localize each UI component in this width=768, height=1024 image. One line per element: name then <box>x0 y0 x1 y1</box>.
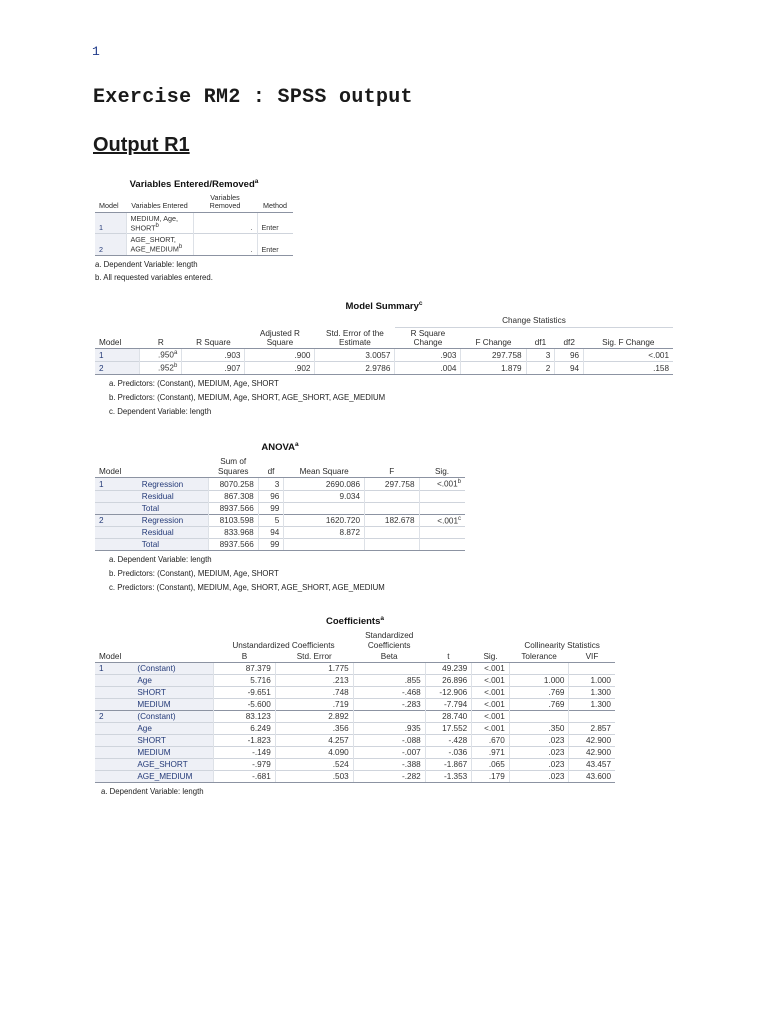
anova-title: ANOVA$^a$ <box>261 441 299 454</box>
table-row: 2 (Constant) 83.123 2.892 28.740 <.001 <box>95 711 615 723</box>
table-row: 1 (Constant) 87.379 1.775 49.239 <.001 <box>95 663 615 675</box>
anova-footnotes: a. Dependent Variable: length b. Predictors: (Constant), MEDIUM, Age, SHORT c. Predictors: (Constant), MEDIUM, Age, SHORT, AGE_SHORT, AGE_MEDIUM <box>109 555 385 593</box>
table-row: Total 8937.566 99 <box>95 539 465 551</box>
anova-table: Model Sum of Squares df Mean Square F Sig. 1 Regression 8070.258 3 2690.086 297.758 <.001$^b$ Residual 867.308 96 9.034 Total 8937.566 99 2 Regression 8103.598 5 1620.720 182.678 <.001$^c$ Residual 833.968 94 8.872 Total 8937.566 99 <box>95 456 465 551</box>
ver-header-method: Method <box>257 193 293 212</box>
table-row: Total 8937.566 99 <box>95 502 465 514</box>
ms-footnotes: a. Predictors: (Constant), MEDIUM, Age, SHORT b. Predictors: (Constant), MEDIUM, Age, SHORT, AGE_SHORT, AGE_MEDIUM c. Dependent Variable: length <box>109 378 386 416</box>
table-row: AGE_MEDIUM -.681 .503 -.282 -1.353 .179 .023 43.600 <box>95 771 615 783</box>
document-title: Exercise RM2 : SPSS output <box>93 86 413 109</box>
table-row: 1 .950$^a$ .903 .900 3.0057 .903 297.758 3 96 <.001 <box>95 349 673 362</box>
coef-group-unstd: Unstandardized Coefficients <box>232 640 335 650</box>
ver-title: Variables Entered/Removed$^a$ <box>129 178 259 191</box>
ver-table <box>95 193 293 255</box>
coef-title: Coefficients$^a$ <box>326 615 384 628</box>
table-row: 2 Regression 8103.598 5 1620.720 182.678 <.001$^c$ <box>95 514 465 527</box>
section-title: Output R1 <box>93 134 190 156</box>
table-row: MEDIUM -.149 4.090 -.007 -.036 .971 .023 42.900 <box>95 747 615 759</box>
ver-header-model: Model <box>95 193 126 212</box>
coefficients <box>95 615 615 799</box>
page-number: 1 <box>92 44 100 59</box>
model-summary <box>95 300 673 419</box>
table-row: SHORT -1.823 4.257 -.088 -.428 .670 .023 42.900 <box>95 735 615 747</box>
coef-footnotes: a. Dependent Variable: length <box>101 787 204 797</box>
ms-table: Change Statistics Model R R Square Adjusted R Square Std. Error of the Estimate R Square Change F Change df1 df2 Sig. F Change 1 .950$^a$ .903 .900 3.0057 .903 297.758 3 96 <.001 2 .952$^b$ .907 .902 2.9786 .004 1.879 2 94 .158 <box>95 315 673 375</box>
table-row: Age 6.249 .356 .935 17.552 <.001 .350 2.857 <box>95 723 615 735</box>
table-row: 2 AGE_SHORT, AGE_MEDIUM$^b$ . Enter <box>95 234 293 255</box>
anova <box>95 441 465 595</box>
variables-entered-removed <box>95 178 293 284</box>
coef-table: Unstandardized Coefficients Standardized Coefficients Collinearity Statistics Model B Std. Error Beta t Sig. Tolerance VIF 1 (Constant) 87.379 1.775 49.239 <.001 Age 5.716 .213 .855 26.896 <.001 1.000 1.000 SHORT -9.651 .748 -.468 -12.906 <.001 .769 1.300 MEDIUM -5.600 .719 -.283 -7.794 <.001 .769 1.300 2 (Constant) 83.123 2.892 28.740 <.001 Age 6.249 .356 .935 17.552 <.001 .350 2.857 SHORT -1.823 4.257 -.088 -.428 .670 .023 42.900 MEDIUM -.149 4.090 -.007 -.036 .971 .023 42.900 AGE_SHORT -.979 .524 -.388 -1.867 .065 .023 43.457 AGE_MEDIUM -.681 .503 -.282 -1.353 .179 .023 43.600 <box>95 630 615 783</box>
table-row: Residual 833.968 94 8.872 <box>95 527 465 539</box>
ms-title: Model Summary$^c$ <box>345 300 423 313</box>
ver-footnotes: a. Dependent Variable: length b. All requested variables entered. <box>95 259 213 282</box>
ms-change-header: Change Statistics <box>395 315 673 327</box>
coef-group-collin: Collinearity Statistics <box>524 640 600 650</box>
ver-header-removed: Variables Removed <box>193 193 257 212</box>
table-row: 1 MEDIUM, Age, SHORT$^b$ . Enter <box>95 212 293 233</box>
table-row: AGE_SHORT -.979 .524 -.388 -1.867 .065 .023 43.457 <box>95 759 615 771</box>
table-row: 1 Regression 8070.258 3 2690.086 297.758 <.001$^b$ <box>95 478 465 491</box>
table-row: 2 .952$^b$ .907 .902 2.9786 .004 1.879 2 94 .158 <box>95 362 673 375</box>
ver-header-entered: Variables Entered <box>126 193 193 212</box>
coef-group-std: Standardized Coefficients <box>365 631 414 650</box>
table-row: Age 5.716 .213 .855 26.896 <.001 1.000 1.000 <box>95 675 615 687</box>
table-row: MEDIUM -5.600 .719 -.283 -7.794 <.001 .769 1.300 <box>95 699 615 711</box>
table-row: SHORT -9.651 .748 -.468 -12.906 <.001 .769 1.300 <box>95 687 615 699</box>
table-row: Residual 867.308 96 9.034 <box>95 490 465 502</box>
